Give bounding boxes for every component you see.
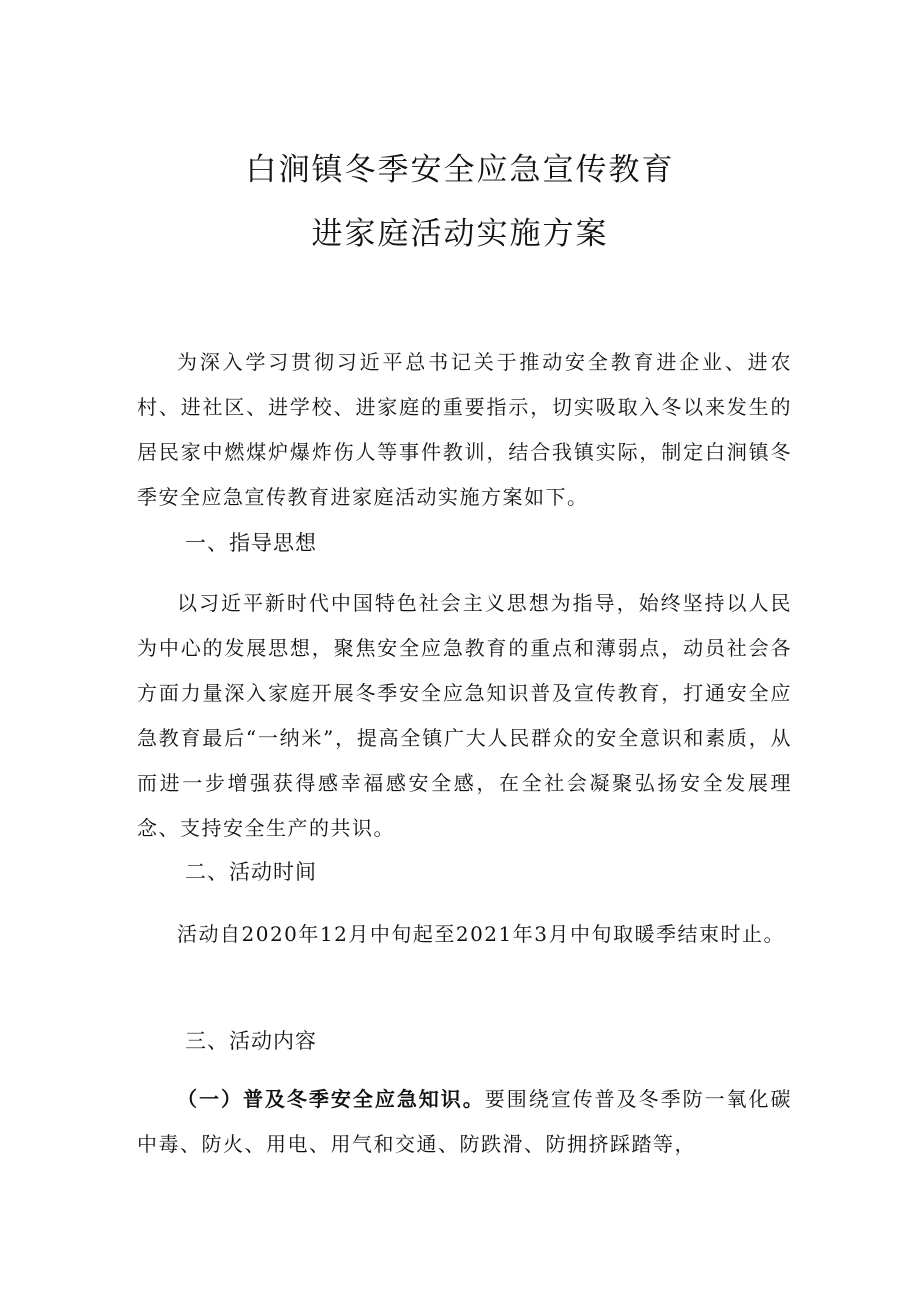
section-body-guiding-ideology: 以习近平新时代中国特色社会主义思想为指导，始终坚持以人民为中心的发展思想，聚焦安全应急教育的重点和薄弱点，动员社会各方面力量深入家庭开展冬季安全应急知识普及宣传教育，打通安全应急教育最后“一纳米”，提高全镇广大人民群众的安全意识和素质，从而进一步增强获得感幸福感安全感，在全社会凝聚弘扬安全发展理念、支持安全生产的共识。: [137, 591, 792, 840]
subsection-paragraph: [137, 1077, 792, 1167]
document-title-line2: 进家庭活动实施方案: [311, 216, 609, 252]
section-heading-activity-content: 三、活动内容: [185, 1029, 317, 1053]
section-body-activity-time: 活动自2020年12月中旬起至2021年3月中旬取暖季结束时止。: [177, 922, 785, 946]
subsection-lead: （一）普及冬季安全应急知识。: [177, 1087, 485, 1111]
document-title-line1: 白涧镇冬季安全应急宣传教育: [245, 152, 675, 188]
section-heading-activity-time: 二、活动时间: [185, 860, 317, 884]
subsection-body: 要围绕宣传普及冬季防一氧化碳中毒、防火、用电、用气和交通、防跌滑、防拥挤踩踏等，: [137, 1087, 793, 1156]
section-heading-guiding-ideology: 一、指导思想: [185, 531, 317, 555]
intro-paragraph: 为深入学习贯彻习近平总书记关于推动安全教育进企业、进农村、进社区、进学校、进家庭的重要指示，切实吸取入冬以来发生的居民家中燃煤炉爆炸伤人等事件教训，结合我镇实际，制定白涧镇冬季安全应急宣传教育进家庭活动实施方案如下。: [137, 350, 792, 509]
